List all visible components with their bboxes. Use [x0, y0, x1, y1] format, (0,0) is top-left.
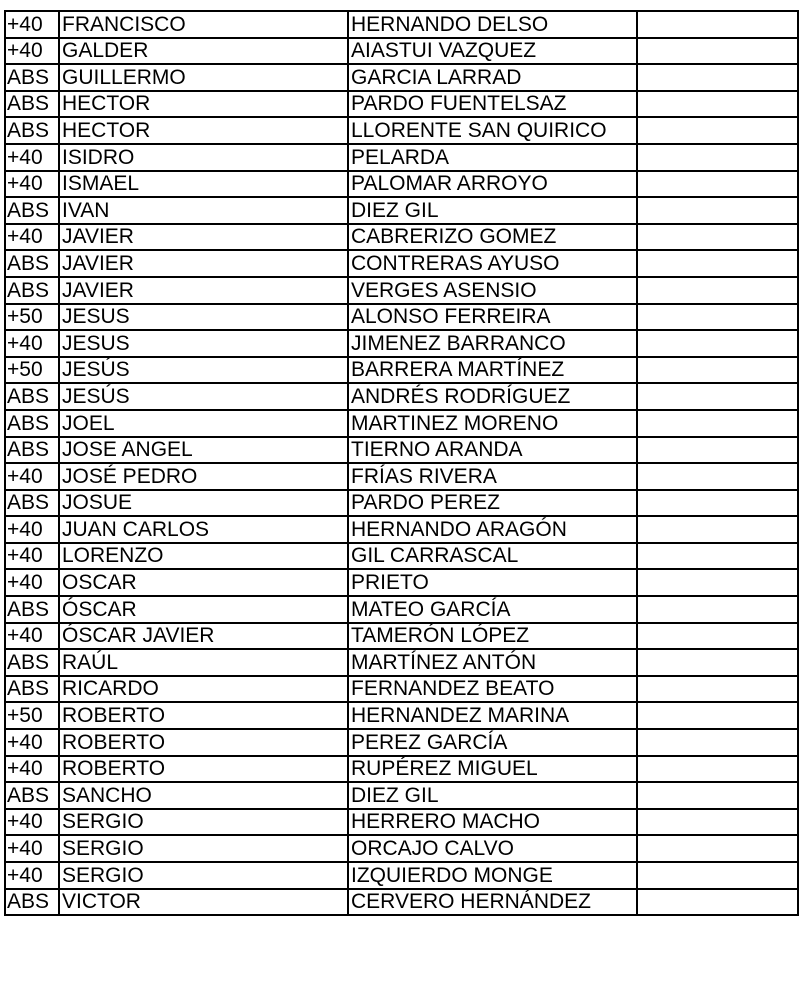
blank-cell — [637, 702, 798, 729]
first-name-cell: GALDER — [59, 38, 348, 65]
first-name-cell: JAVIER — [59, 224, 348, 251]
surname-cell: HERRERO MACHO — [348, 809, 637, 836]
table-row — [5, 357, 798, 384]
surname-cell: RUPÉREZ MIGUEL — [348, 756, 637, 783]
first-name-cell: ROBERTO — [59, 702, 348, 729]
first-name-cell: JESUS — [59, 304, 348, 331]
category-cell: +40 — [5, 623, 59, 650]
surname-cell: AIASTUI VAZQUEZ — [348, 38, 637, 65]
first-name-cell: ISIDRO — [59, 144, 348, 171]
category-cell: +40 — [5, 11, 59, 38]
table-row — [5, 250, 798, 277]
table-row — [5, 91, 798, 118]
surname-cell: TAMERÓN LÓPEZ — [348, 623, 637, 650]
blank-cell — [637, 835, 798, 862]
surname-cell: DIEZ GIL — [348, 782, 637, 809]
blank-cell — [637, 250, 798, 277]
category-cell: +40 — [5, 463, 59, 490]
first-name-cell: JOEL — [59, 410, 348, 437]
table-row — [5, 596, 798, 623]
blank-cell — [637, 171, 798, 198]
table-row — [5, 410, 798, 437]
surname-cell: ANDRÉS RODRÍGUEZ — [348, 383, 637, 410]
table-row — [5, 144, 798, 171]
surname-cell: CABRERIZO GOMEZ — [348, 224, 637, 251]
table-row — [5, 38, 798, 65]
category-cell: ABS — [5, 490, 59, 517]
surname-cell: PELARDA — [348, 144, 637, 171]
surname-cell: FERNANDEZ BEATO — [348, 676, 637, 703]
blank-cell — [637, 543, 798, 570]
category-cell: ABS — [5, 596, 59, 623]
first-name-cell: JAVIER — [59, 277, 348, 304]
surname-cell: PEREZ GARCÍA — [348, 729, 637, 756]
surname-cell: MATEO GARCÍA — [348, 596, 637, 623]
table-row — [5, 809, 798, 836]
table-row — [5, 729, 798, 756]
category-cell: ABS — [5, 676, 59, 703]
table-row — [5, 569, 798, 596]
table-row — [5, 649, 798, 676]
blank-cell — [637, 437, 798, 464]
category-cell: ABS — [5, 383, 59, 410]
table-row — [5, 11, 798, 38]
surname-cell: DIEZ GIL — [348, 197, 637, 224]
table-row — [5, 756, 798, 783]
surname-cell: JIMENEZ BARRANCO — [348, 330, 637, 357]
table-row — [5, 782, 798, 809]
table-row — [5, 64, 798, 91]
first-name-cell: ÓSCAR JAVIER — [59, 623, 348, 650]
first-name-cell: SERGIO — [59, 835, 348, 862]
table-row — [5, 383, 798, 410]
blank-cell — [637, 197, 798, 224]
blank-cell — [637, 809, 798, 836]
first-name-cell: JOSUE — [59, 490, 348, 517]
category-cell: +40 — [5, 171, 59, 198]
category-cell: ABS — [5, 250, 59, 277]
blank-cell — [637, 277, 798, 304]
category-cell: +40 — [5, 330, 59, 357]
table-row — [5, 171, 798, 198]
table-row — [5, 224, 798, 251]
blank-cell — [637, 144, 798, 171]
first-name-cell: ISMAEL — [59, 171, 348, 198]
blank-cell — [637, 463, 798, 490]
table-row — [5, 277, 798, 304]
blank-cell — [637, 117, 798, 144]
surname-cell: PRIETO — [348, 569, 637, 596]
table-row — [5, 889, 798, 916]
table-row — [5, 490, 798, 517]
blank-cell — [637, 649, 798, 676]
first-name-cell: SANCHO — [59, 782, 348, 809]
surname-cell: LLORENTE SAN QUIRICO — [348, 117, 637, 144]
surname-cell: BARRERA MARTÍNEZ — [348, 357, 637, 384]
first-name-cell: HECTOR — [59, 91, 348, 118]
blank-cell — [637, 330, 798, 357]
blank-cell — [637, 224, 798, 251]
first-name-cell: JOSE ANGEL — [59, 437, 348, 464]
first-name-cell: ÓSCAR — [59, 596, 348, 623]
blank-cell — [637, 889, 798, 916]
category-cell: ABS — [5, 64, 59, 91]
category-cell: ABS — [5, 437, 59, 464]
surname-cell: CONTRERAS AYUSO — [348, 250, 637, 277]
roster-table-body — [5, 11, 798, 915]
blank-cell — [637, 676, 798, 703]
category-cell: ABS — [5, 889, 59, 916]
blank-cell — [637, 756, 798, 783]
surname-cell: PARDO PEREZ — [348, 490, 637, 517]
category-cell: ABS — [5, 649, 59, 676]
table-row — [5, 330, 798, 357]
category-cell: +40 — [5, 38, 59, 65]
category-cell: +40 — [5, 144, 59, 171]
blank-cell — [637, 729, 798, 756]
surname-cell: GIL CARRASCAL — [348, 543, 637, 570]
category-cell: ABS — [5, 410, 59, 437]
blank-cell — [637, 596, 798, 623]
category-cell: ABS — [5, 117, 59, 144]
blank-cell — [637, 490, 798, 517]
table-row — [5, 623, 798, 650]
surname-cell: VERGES ASENSIO — [348, 277, 637, 304]
roster-table — [4, 10, 799, 916]
first-name-cell: FRANCISCO — [59, 11, 348, 38]
table-row — [5, 304, 798, 331]
category-cell: ABS — [5, 782, 59, 809]
first-name-cell: ROBERTO — [59, 729, 348, 756]
surname-cell: HERNANDO DELSO — [348, 11, 637, 38]
first-name-cell: ROBERTO — [59, 756, 348, 783]
surname-cell: ORCAJO CALVO — [348, 835, 637, 862]
blank-cell — [637, 357, 798, 384]
first-name-cell: JESÚS — [59, 357, 348, 384]
table-row — [5, 197, 798, 224]
category-cell: +40 — [5, 756, 59, 783]
first-name-cell: RICARDO — [59, 676, 348, 703]
surname-cell: TIERNO ARANDA — [348, 437, 637, 464]
blank-cell — [637, 64, 798, 91]
first-name-cell: SERGIO — [59, 809, 348, 836]
category-cell: +40 — [5, 862, 59, 889]
first-name-cell: RAÚL — [59, 649, 348, 676]
table-row — [5, 516, 798, 543]
first-name-cell: OSCAR — [59, 569, 348, 596]
blank-cell — [637, 91, 798, 118]
blank-cell — [637, 623, 798, 650]
blank-cell — [637, 383, 798, 410]
surname-cell: MARTINEZ MORENO — [348, 410, 637, 437]
blank-cell — [637, 11, 798, 38]
category-cell: +50 — [5, 357, 59, 384]
category-cell: +40 — [5, 835, 59, 862]
first-name-cell: VICTOR — [59, 889, 348, 916]
category-cell: +50 — [5, 702, 59, 729]
category-cell: +50 — [5, 304, 59, 331]
table-row — [5, 463, 798, 490]
blank-cell — [637, 782, 798, 809]
first-name-cell: GUILLERMO — [59, 64, 348, 91]
surname-cell: FRÍAS RIVERA — [348, 463, 637, 490]
category-cell: +40 — [5, 516, 59, 543]
surname-cell: GARCIA LARRAD — [348, 64, 637, 91]
category-cell: ABS — [5, 277, 59, 304]
surname-cell: PARDO FUENTELSAZ — [348, 91, 637, 118]
surname-cell: HERNANDEZ MARINA — [348, 702, 637, 729]
table-row — [5, 117, 798, 144]
blank-cell — [637, 862, 798, 889]
table-row — [5, 835, 798, 862]
category-cell: +40 — [5, 224, 59, 251]
blank-cell — [637, 410, 798, 437]
first-name-cell: JOSÉ PEDRO — [59, 463, 348, 490]
surname-cell: HERNANDO ARAGÓN — [348, 516, 637, 543]
surname-cell: PALOMAR ARROYO — [348, 171, 637, 198]
blank-cell — [637, 516, 798, 543]
table-row — [5, 862, 798, 889]
category-cell: +40 — [5, 543, 59, 570]
table-row — [5, 543, 798, 570]
category-cell: ABS — [5, 91, 59, 118]
surname-cell: MARTÍNEZ ANTÓN — [348, 649, 637, 676]
first-name-cell: LORENZO — [59, 543, 348, 570]
category-cell: +40 — [5, 729, 59, 756]
blank-cell — [637, 569, 798, 596]
surname-cell: ALONSO FERREIRA — [348, 304, 637, 331]
first-name-cell: SERGIO — [59, 862, 348, 889]
first-name-cell: JESÚS — [59, 383, 348, 410]
table-row — [5, 702, 798, 729]
first-name-cell: JUAN CARLOS — [59, 516, 348, 543]
first-name-cell: JESUS — [59, 330, 348, 357]
table-row — [5, 676, 798, 703]
first-name-cell: JAVIER — [59, 250, 348, 277]
blank-cell — [637, 304, 798, 331]
category-cell: +40 — [5, 809, 59, 836]
surname-cell: CERVERO HERNÁNDEZ — [348, 889, 637, 916]
table-row — [5, 437, 798, 464]
category-cell: ABS — [5, 197, 59, 224]
category-cell: +40 — [5, 569, 59, 596]
blank-cell — [637, 38, 798, 65]
first-name-cell: HECTOR — [59, 117, 348, 144]
first-name-cell: IVAN — [59, 197, 348, 224]
surname-cell: IZQUIERDO MONGE — [348, 862, 637, 889]
